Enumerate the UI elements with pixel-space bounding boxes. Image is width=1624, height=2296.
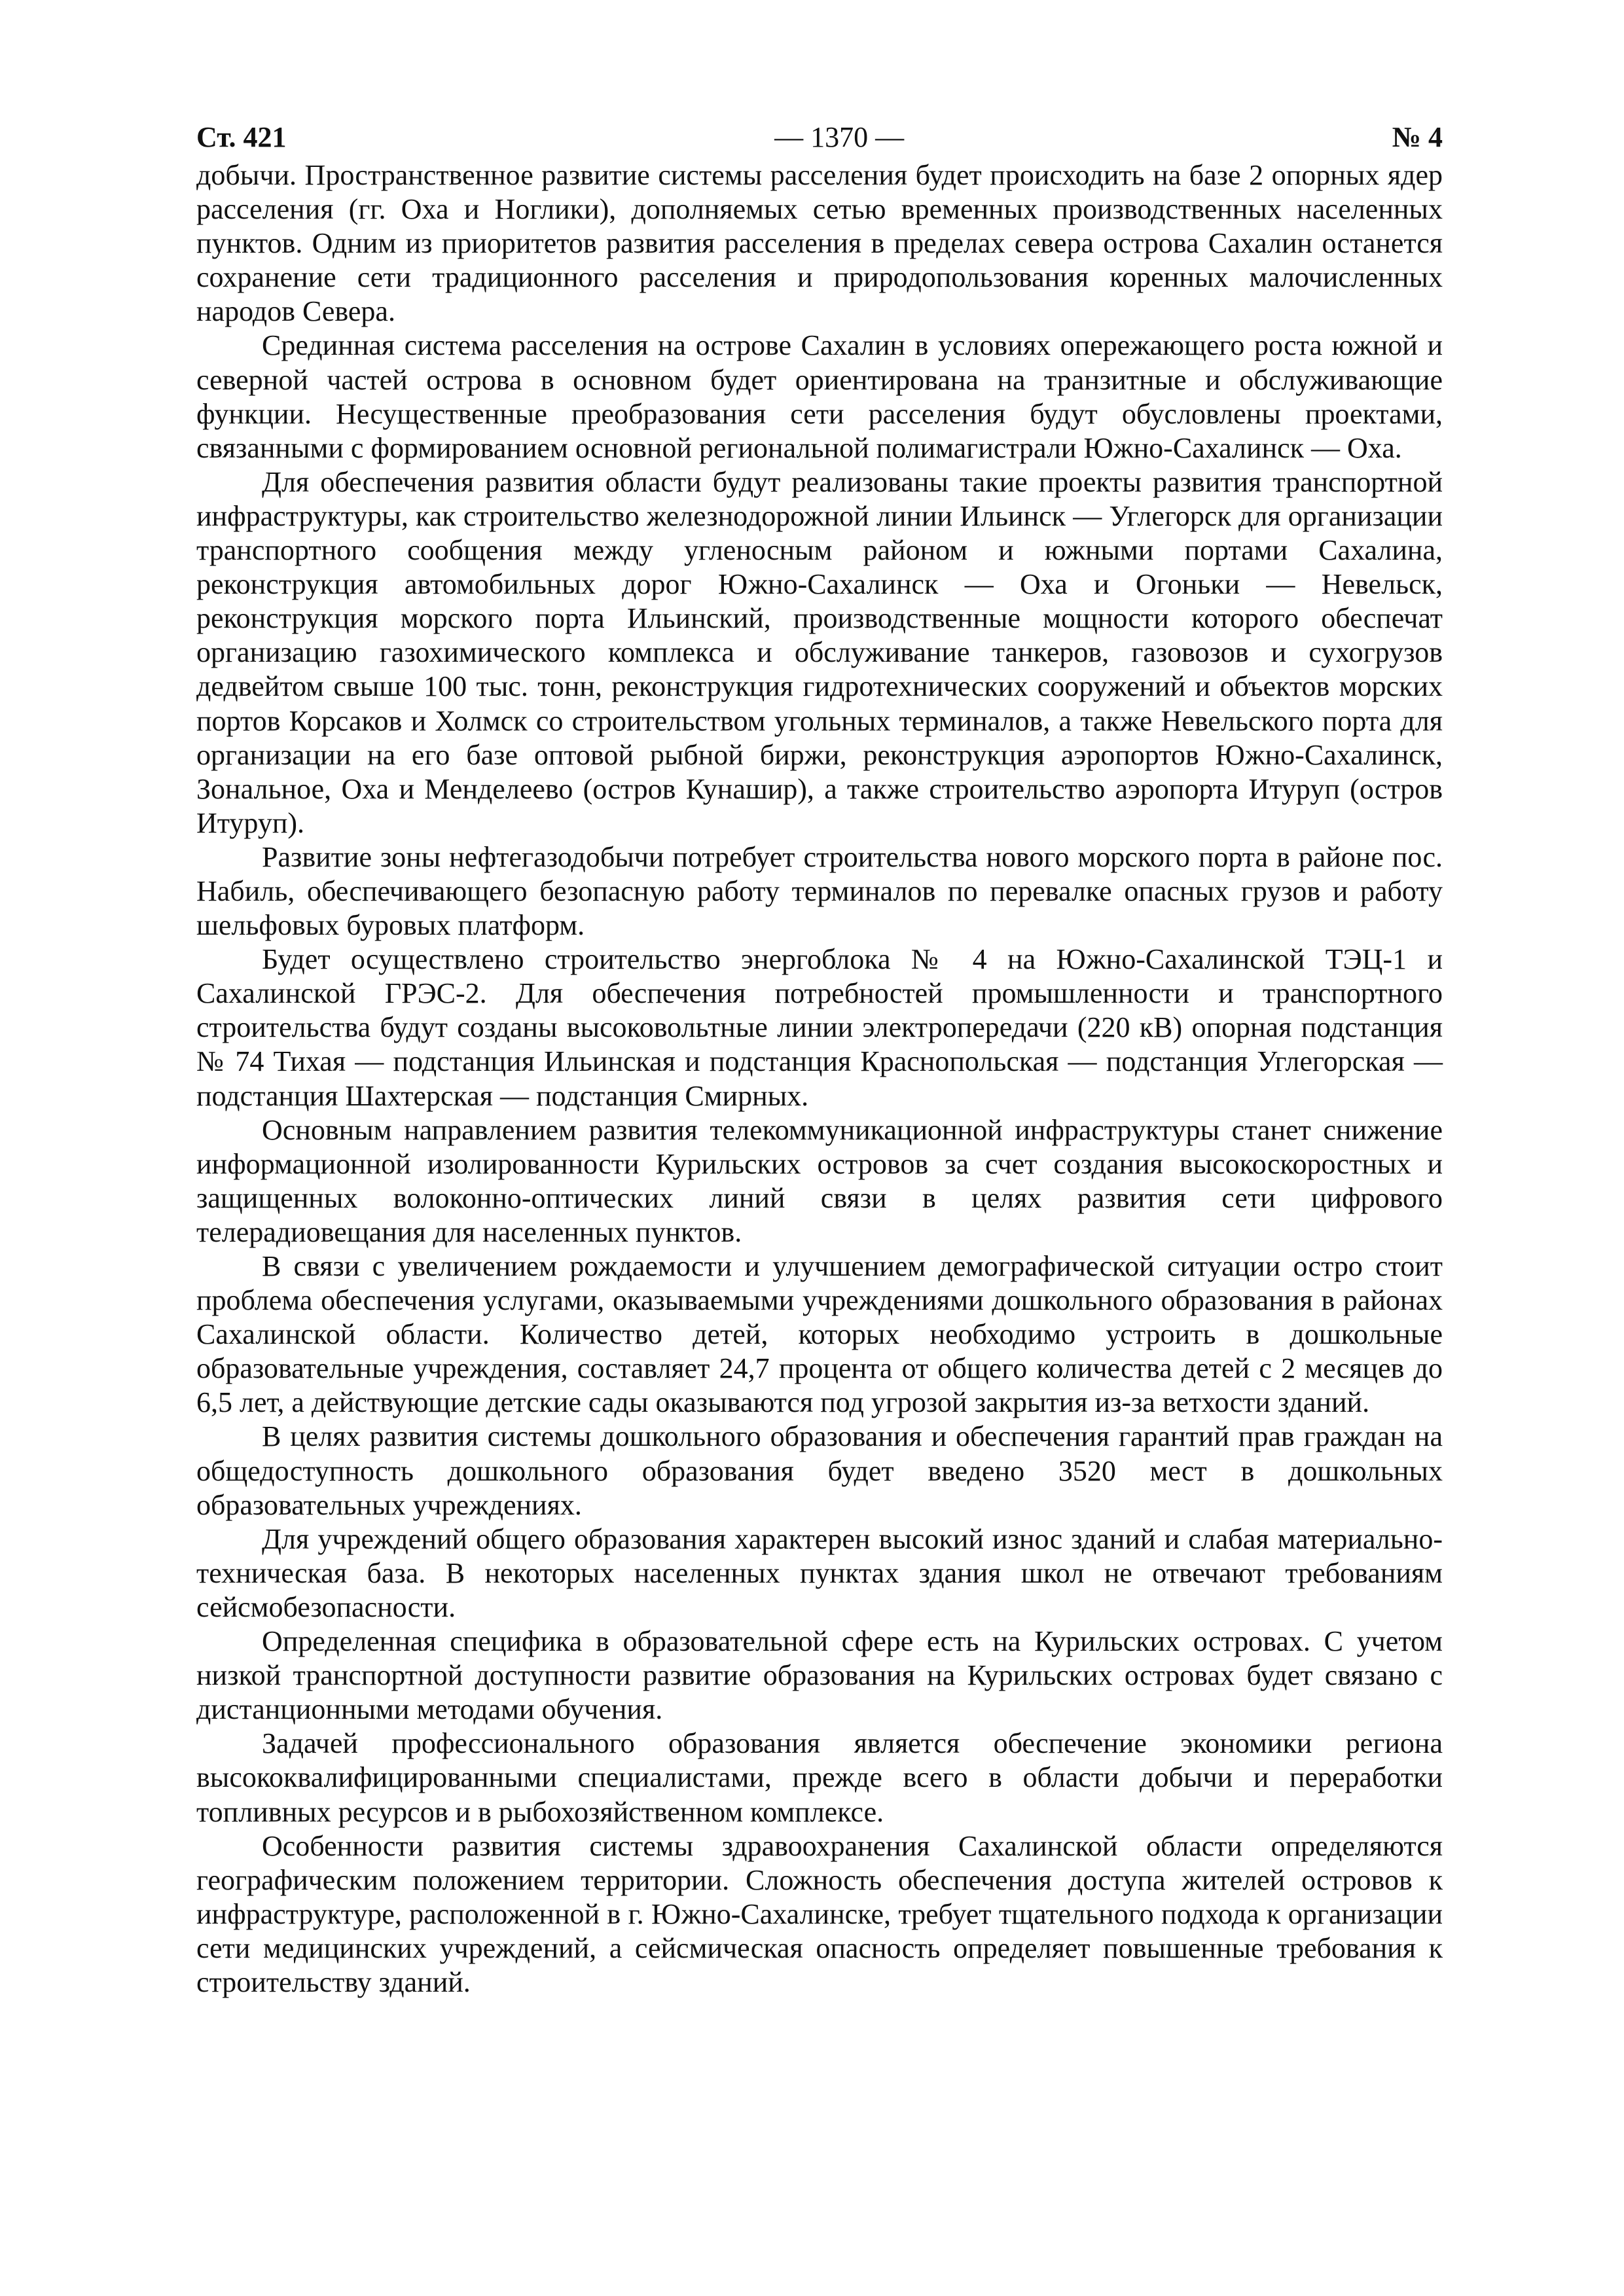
- paragraph-continuation: добычи. Пространственное развитие системы расселения будет происходить на базе 2 опорных ядер расселения (гг. Оха и Ноглики), дополняемых сетью временных производственных населенных пунктов. Одним из приоритетов развития расселения в пределах севера острова Сахалин останется сохранение сети традиционного расселения и природопользования коренных малочисленных народов Севера.: [196, 159, 1443, 328]
- page-number: — 1370 —: [774, 121, 905, 153]
- paragraph-energy: Будет осуществлено строительство энергоблока № 4 на Южно-Сахалинской ТЭЦ-1 и Сахалинской ГРЭС-2. Для обеспечения потребностей промышленности и транспортного строительства будут созданы высоковольтные линии электропередачи (220 кВ) опорная подстанция № 74 Тихая — подстанция Ильинская и подстанция Краснопольская — подстанция Углегорская — подстанция Шахтерская — подстанция Смирных.: [196, 943, 1443, 1112]
- document-page: [196, 117, 1443, 2000]
- paragraph-oil-gas-port: Развитие зоны нефтегазодобычи потребует строительства нового морского порта в районе пос. Набиль, обеспечивающего безопасную работу терминалов по перевалке опасных грузов и работу шельфовых буровых платформ.: [196, 840, 1443, 942]
- paragraph-settlement-system: Срединная система расселения на острове Сахалин в условиях опережающего роста южной и северной частей острова в основном будет ориентирована на транзитные и обслуживающие функции. Несущественные преобразования сети расселения будут обусловлены проектами, связанными с формированием основной региональной полимагистрали Южно-Сахалинск — Оха.: [196, 329, 1443, 464]
- paragraph-kuril-education: Определенная специфика в образовательной сфере есть на Курильских островах. С учетом низкой транспортной доступности развитие образования на Курильских островах будет связано с дистанционными методами обучения.: [196, 1625, 1443, 1726]
- paragraph-preschool-problem: В связи с увеличением рождаемости и улучшением демографической ситуации остро стоит проблема обеспечения услугами, оказываемыми учреждениями дошкольного образования в районах Сахалинской области. Количество детей, которых необходимо устроить в дошкольные образовательные учреждения, составляет 24,7 процента от общего количества детей с 2 месяцев до 6,5 лет, а действующие детские сады оказываются под угрозой закрытия из-за ветхости зданий.: [196, 1250, 1443, 1419]
- article-number: Ст. 421: [196, 121, 287, 153]
- paragraph-telecom: Основным направлением развития телекоммуникационной инфраструктуры станет снижение информационной изолированности Курильских островов за счет создания высокоскоростных и защищенных волоконно-оптических линий связи в целях развития сети цифрового телерадиовещания для населенных пунктов.: [196, 1113, 1443, 1248]
- paragraph-preschool-places: В целях развития системы дошкольного образования и обеспечения гарантий прав граждан на общедоступность дошкольного образования будет введено 3520 мест в дошкольных образовательных учреждениях.: [196, 1420, 1443, 1521]
- paragraph-general-education: Для учреждений общего образования характерен высокий износ зданий и слабая материально-техническая база. В некоторых населенных пунктах здания школ не отвечают требованиям сейсмобезопасности.: [196, 1522, 1443, 1623]
- body-text: [196, 158, 1443, 2000]
- paragraph-transport-infrastructure: Для обеспечения развития области будут реализованы такие проекты развития транспортной инфраструктуры, как строительство железнодорожной линии Ильинск — Углегорск для организации транспортного сообщения между угленосным районом и южными портами Сахалина, реконструкция автомобильных дорог Южно-Сахалинск — Оха и Огоньки — Невельск, реконструкция морского порта Ильинский, производственные мощности которого обеспечат организацию газохимического комплекса и обслуживание танкеров, газовозов и сухогрузов дедвейтом свыше 100 тыс. тонн, реконструкция гидротехнических сооружений и объектов морских портов Корсаков и Холмск со строительством угольных терминалов, а также Невельского порта для организации на его базе оптовой рыбной биржи, реконструкция аэропортов Южно-Сахалинск, Зональное, Оха и Менделеево (остров Кунашир), а также строительство аэропорта Итуруп (остров Итуруп).: [196, 465, 1443, 839]
- issue-number: № 4: [1392, 121, 1443, 153]
- page-header: [196, 117, 1443, 158]
- paragraph-healthcare: Особенности развития системы здравоохранения Сахалинской области определяются географическим положением территории. Сложность обеспечения доступа жителей островов к инфраструктуре, расположенной в г. Южно-Сахалинске, требует тщательного подхода к организации сети медицинских учреждений, а сейсмическая опасность определяет повышенные требования к строительству зданий.: [196, 1829, 1443, 1998]
- paragraph-professional-education: Задачей профессионального образования является обеспечение экономики региона высококвалифицированными специалистами, прежде всего в области добычи и переработки топливных ресурсов и в рыбохозяйственном комплексе.: [196, 1727, 1443, 1828]
